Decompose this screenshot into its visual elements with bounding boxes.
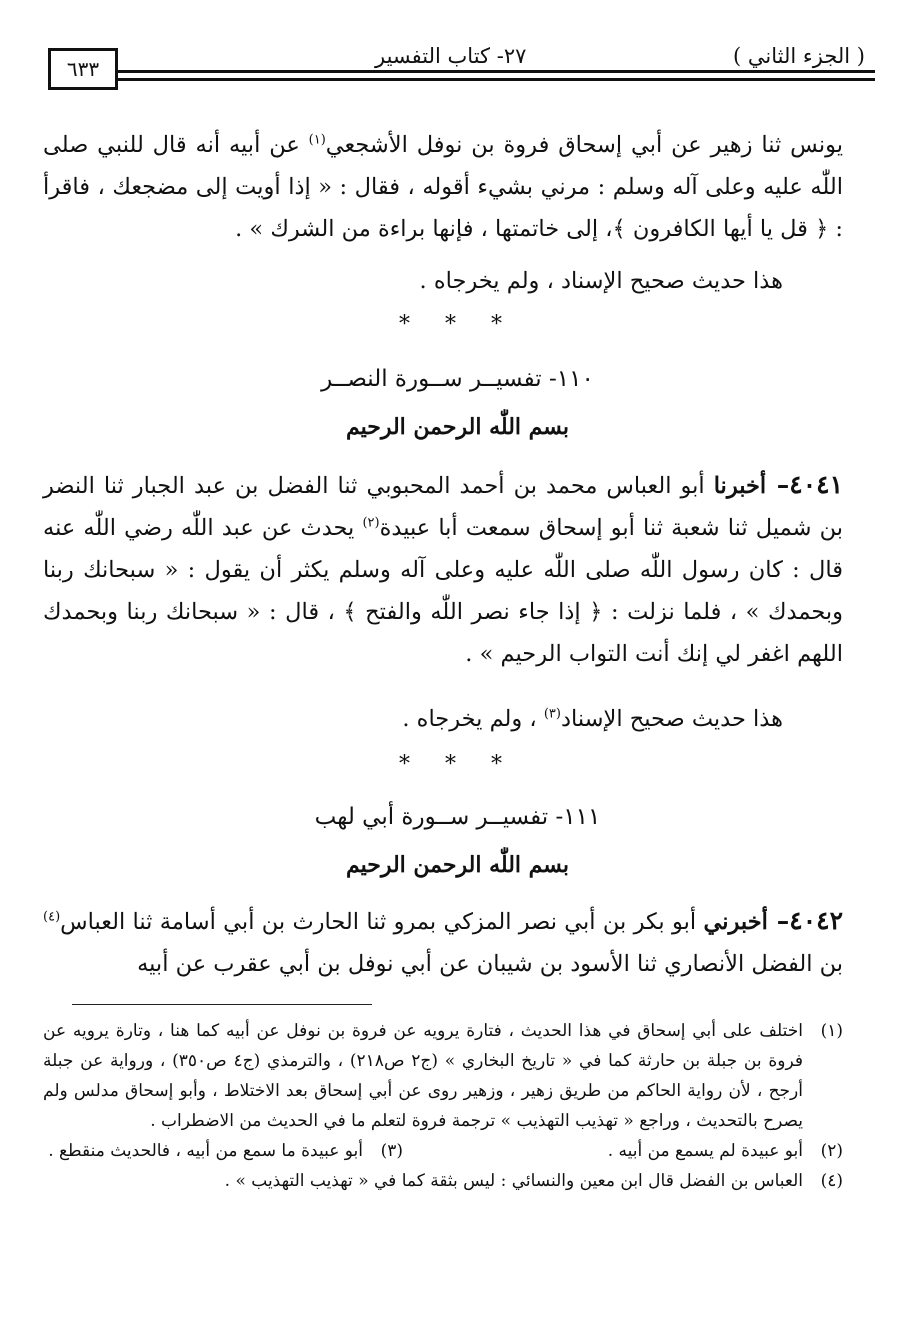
sura-111-title: ١١١- تفسيــر ســورة أبي لهب — [314, 804, 601, 830]
footnote-2 — [403, 1136, 843, 1166]
footnote-2-text: أبو عبيدة لم يسمع من أبيه . — [607, 1141, 803, 1161]
sura-110-title: ١١٠- تفسيــر ســورة النصــر — [321, 366, 594, 392]
hadith-4042: ٤٠٤٢– أخبرني أبو بكر بن أبي نصر المزكي بمرو ثنا الحارث بن أبي أسامة ثنا العباس$^{(٤)}$ بن الفضل الأنصاري ثنا الأسود بن شيبان عن أبي نوفل بن أبي عقرب عن أبيه — [43, 906, 843, 977]
footnote-1-number: (١) — [820, 1021, 843, 1041]
hadith-4041-text-a: أبو العباس محمد بن أحمد المحبوبي ثنا الفضل بن عبد الجبار ثنا النضر بن شميل ثنا شعبة ثنا أبو إسحاق سمعت أبا عبيدة — [43, 473, 843, 541]
footnote-2-number: (٢) — [820, 1141, 843, 1161]
basmala-1: بسم اللّٰه الرحمن الرحيم — [345, 414, 570, 440]
hadith-4041-text-b: يحدث عن عبد اللّٰه رضي اللّٰه عنه قال : كان رسول اللّٰه صلى اللّٰه عليه وعلى آله وسلم يكثر أن يقول : « سبحانك ربنا وبحمدك » ، فلما نزلت : ﴿ إذا جاء نصر اللّٰه والفتح ﴾ ، قال : « سبحانك ربنا وبحمدك اللهم اغفر لي إنك أنت التواب الرحيم » . — [43, 515, 843, 667]
footnotes — [43, 1016, 843, 1196]
hadith-4042-number: ٤٠٤٢ — [789, 906, 843, 935]
hadith-4041-number: ٤٠٤١ — [789, 470, 843, 499]
footnote-3-text: أبو عبيدة ما سمع من أبيه ، فالحديث منقطع . — [48, 1141, 363, 1161]
hadith-4041-lead: أخبرنا — [713, 473, 767, 499]
hadith-4042-text-b: بن الفضل الأنصاري ثنا الأسود بن شيبان عن أبي نوفل بن أبي عقرب عن أبيه — [137, 951, 843, 977]
footnote-3 — [48, 1136, 403, 1166]
header-book-title: ٢٧- كتاب التفسير — [375, 44, 527, 68]
header-part-label: ( الجزء الثاني ) — [733, 44, 865, 68]
hadith-4042-text-a: أبو بكر بن أبي نصر المزكي بمرو ثنا الحارث بن أبي أسامة ثنا العباس — [60, 909, 704, 935]
footnote-4-number: (٤) — [820, 1171, 843, 1191]
grade-line-2 — [0, 698, 843, 740]
page-number: ٦٣٣ — [66, 57, 100, 81]
footnote-ref-2: (٢) — [362, 515, 380, 531]
grade-line-1 — [0, 260, 843, 302]
footnote-ref-4: (٤) — [43, 909, 61, 925]
continuation-text-rest: عن أبيه أنه قال للنبي صلى اللّٰه عليه وعلى آله وسلم : مرني بشيء أقوله ، فقال : « إذا أويت إلى مضجعك ، فاقرأ : ﴿ قل يا أيها الكافرون ﴾، إلى خاتمتها ، فإنها براءة من الشرك » . — [43, 132, 843, 242]
header-rule-top — [48, 70, 875, 73]
footnote-3-number: (٣) — [380, 1141, 403, 1161]
footnote-4 — [43, 1166, 843, 1196]
paragraph-continuation — [43, 124, 843, 250]
footnote-4-text: العباس بن الفضل قال ابن معين والنسائي : ليس بثقة كما في « تهذيب التهذيب » . — [224, 1171, 803, 1191]
grade-text-2a: هذا حديث صحيح الإسناد — [560, 706, 783, 732]
hadith-4042-lead: أخبرني — [703, 909, 768, 935]
footnote-separator — [72, 1004, 372, 1005]
basmala-2: بسم اللّٰه الرحمن الرحيم — [345, 852, 570, 878]
grade-text-1: هذا حديث صحيح الإسناد ، ولم يخرجاه . — [419, 268, 783, 294]
grade-text-2b: ، ولم يخرجاه . — [402, 706, 544, 732]
footnote-ref-3: (٣) — [543, 706, 561, 722]
page-header — [40, 40, 875, 92]
separator-stars-1: * * * — [399, 312, 516, 337]
footnote-2-3-row — [43, 1136, 843, 1166]
footnote-ref-1: (١) — [308, 132, 326, 148]
separator-stars-2: * * * — [399, 752, 516, 777]
footnote-1 — [43, 1016, 843, 1136]
header-rule-bottom — [48, 78, 875, 81]
footnote-1-text: اختلف على أبي إسحاق في هذا الحديث ، فتارة يرويه عن فروة بن نوفل عن أبيه كما هنا ، وتارة يرويه عن فروة بن جبلة بن حارثة كما في « تاريخ البخاري » (ج٢ ص٢١٨) ، والترمذي (ج٤ ص٣٥٠) ، ورواية عن جبلة أرجح ، لأن رواية الحاكم من طريق زهير ، وزهير روى عن أبي إسحاق بعد الاختلاط ، وأبو إسحاق مدلس ولم يصرح بالتحديث ، وراجع « تهذيب التهذيب » ترجمة فروة لتعلم ما في الحديث من الاضطراب . — [43, 1021, 803, 1131]
page-number-box — [48, 48, 118, 90]
hadith-4041: ٤٠٤١– أخبرنا أبو العباس محمد بن أحمد المحبوبي ثنا الفضل بن عبد الجبار ثنا النضر بن شميل ثنا شعبة ثنا أبو إسحاق سمعت أبا عبيدة$^{(٢)}$ يحدث عن عبد اللّٰه رضي اللّٰه عنه قال : كان رسول اللّٰه صلى اللّٰه عليه وعلى آله وسلم يكثر أن يقول : « سبحانك ربنا وبحمدك » ، فلما نزلت : ﴿ إذا جاء نصر اللّٰه والفتح ﴾ ، قال : « سبحانك ربنا وبحمدك اللهم اغفر لي إنك أنت التواب الرحيم » . — [43, 470, 843, 667]
continuation-text: يونس ثنا زهير عن أبي إسحاق فروة بن نوفل الأشجعي — [325, 132, 843, 158]
